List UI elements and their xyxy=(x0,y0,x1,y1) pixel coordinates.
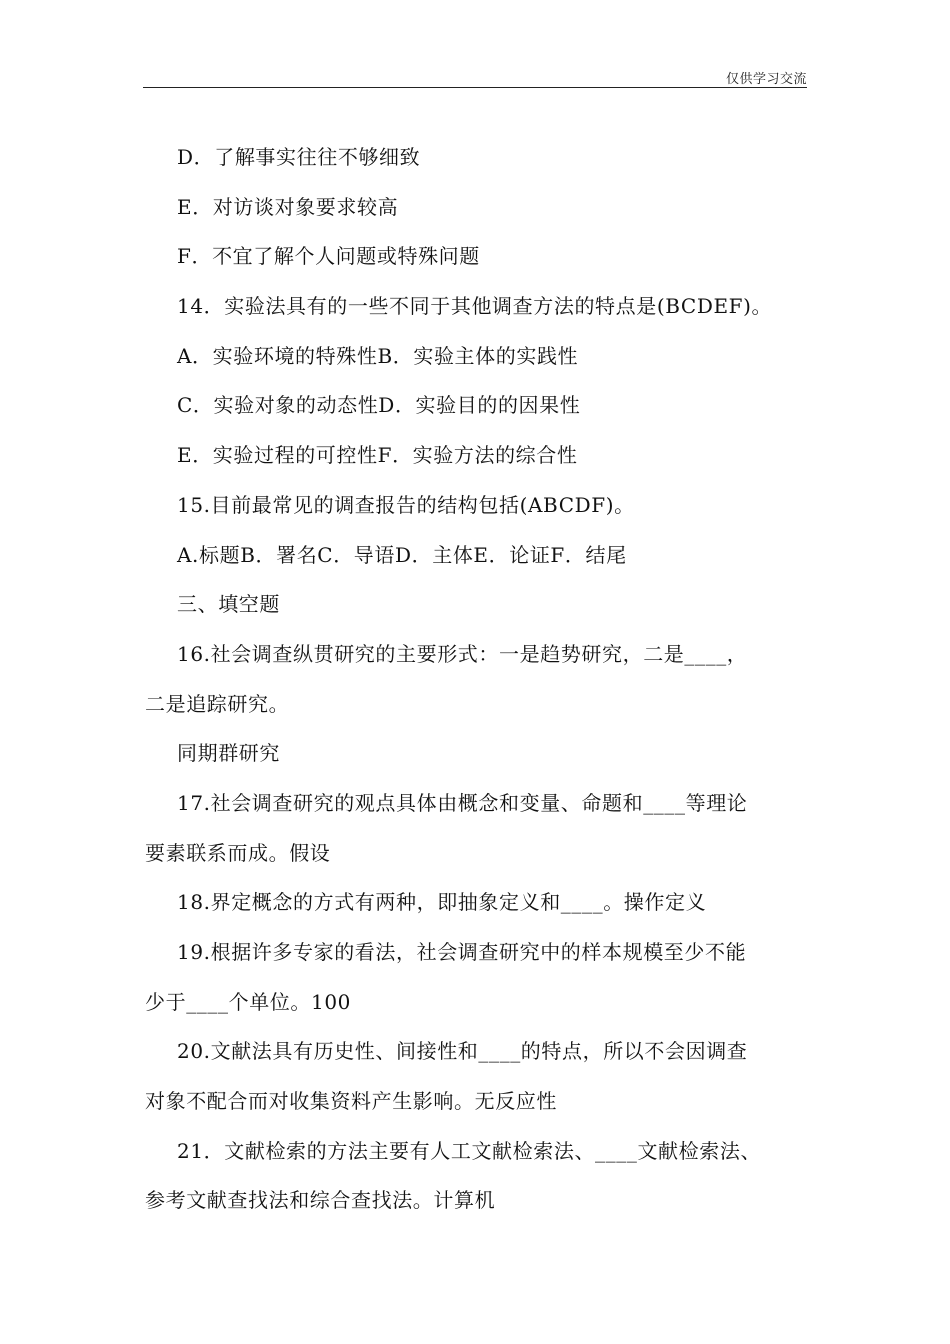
question-19-continued: 少于____个单位。100 xyxy=(145,989,351,1014)
option-d-line: D．了解事实往往不够细致 xyxy=(177,145,421,169)
question-19: 19.根据许多专家的看法，社会调查研究中的样本规模至少不能 xyxy=(177,940,747,964)
question-14-options-ab: A．实验环境的特殊性B．实验主体的实践性 xyxy=(177,343,579,368)
question-17: 17.社会调查研究的观点具体由概念和变量、命题和____等理论 xyxy=(177,790,748,815)
question-18: 18.界定概念的方式有两种，即抽象定义和____。操作定义 xyxy=(177,890,707,915)
header-divider xyxy=(143,87,807,88)
option-f-line: F．不宜了解个人问题或特殊问题 xyxy=(177,244,480,269)
document-body xyxy=(145,133,805,1226)
question-15: 15.目前最常见的调查报告的结构包括(ABCDF)。 xyxy=(177,492,635,517)
question-14-options-ef: E．实验过程的可控性F．实验方法的综合性 xyxy=(177,443,578,468)
question-15-options: A.标题B．署名C．导语D．主体E．论证F．结尾 xyxy=(177,542,627,567)
header-note: 仅供学习交流 xyxy=(725,72,807,87)
question-21: 21．文献检索的方法主要有人工文献检索法、____文献检索法、 xyxy=(177,1138,762,1163)
question-17-continued: 要素联系而成。假设 xyxy=(145,840,331,865)
question-16-answer: 同期群研究 xyxy=(177,741,280,766)
question-20-continued: 对象不配合而对收集资料产生影响。无反应性 xyxy=(145,1089,557,1114)
question-16-continued: 二是追踪研究。 xyxy=(145,691,290,716)
section-heading: 三、填空题 xyxy=(177,592,280,617)
question-14-options-cd: C．实验对象的动态性D．实验目的的因果性 xyxy=(177,393,581,418)
option-e-line: E．对访谈对象要求较高 xyxy=(177,194,399,219)
question-16: 16.社会调查纵贯研究的主要形式：一是趋势研究，二是____， xyxy=(177,641,748,666)
question-21-continued: 参考文献查找法和综合查找法。计算机 xyxy=(145,1188,496,1213)
question-14: 14．实验法具有的一些不同于其他调查方法的特点是(BCDEF)。 xyxy=(177,294,773,319)
question-20: 20.文献法具有历史性、间接性和____的特点，所以不会因调查 xyxy=(177,1039,748,1064)
